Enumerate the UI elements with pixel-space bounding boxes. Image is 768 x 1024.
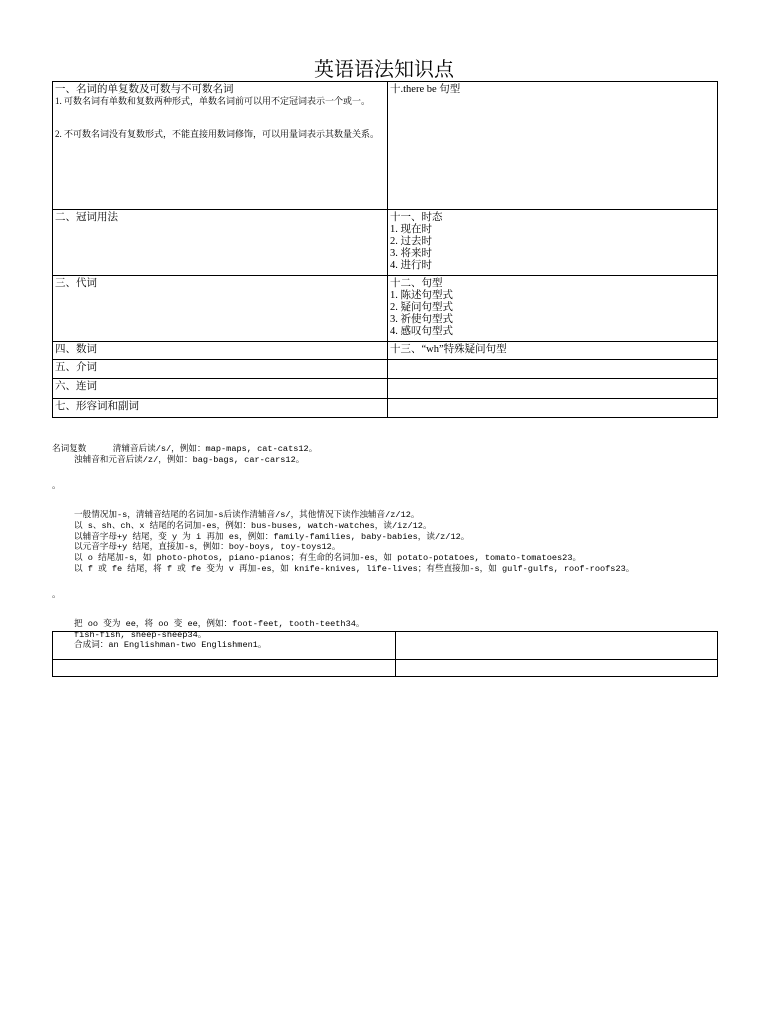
blank-cell bbox=[396, 632, 718, 660]
plural-notes bbox=[52, 444, 732, 651]
list-item: 1. 现在时 bbox=[390, 224, 432, 235]
list-item: 4. 感叹句型式 bbox=[390, 326, 453, 337]
page-title: 英语语法知识点 bbox=[314, 59, 454, 81]
rule-line: fish-fish, sheep-sheep34。 bbox=[74, 629, 207, 640]
section-heading: 十一、时态 bbox=[390, 212, 443, 223]
cell-nouns bbox=[53, 82, 388, 210]
section-mark: 。 bbox=[52, 590, 61, 601]
table-row bbox=[53, 210, 718, 276]
cell-pronouns bbox=[53, 276, 388, 342]
table-row bbox=[53, 82, 718, 210]
blank-cell bbox=[396, 660, 718, 677]
grammar-outline-table bbox=[52, 81, 718, 418]
note-label: 名词复数 bbox=[52, 444, 87, 454]
list-item: 3. 祈使句型式 bbox=[390, 314, 453, 325]
table-row bbox=[53, 399, 718, 418]
list-item: 4. 进行时 bbox=[390, 260, 432, 271]
rule-line: 一般情况加-s，清辅音结尾的名词加-s后读作清辅音/s/，其他情况下读作浊辅音/z/12。 bbox=[74, 510, 420, 521]
table-row bbox=[53, 379, 718, 399]
list-item: 3. 将来时 bbox=[390, 248, 432, 259]
cell-empty bbox=[388, 399, 718, 418]
section-mark: 。 bbox=[52, 481, 61, 492]
cell-wh-questions: 十三、“wh”特殊疑问句型 bbox=[388, 342, 718, 360]
rule-line: 以 s、sh、ch、x 结尾的名词加-es，例如：bus-buses, watch-watches，读/iz/12。 bbox=[74, 520, 432, 531]
tense-list bbox=[390, 224, 715, 272]
rule-line: 合成词：an Englishman-two Englishmen1。 bbox=[74, 640, 267, 651]
section-item: 2. 不可数名词没有复数形式，不能直接用数词修饰，可以用量词表示其数量关系。 bbox=[55, 129, 380, 139]
note-line bbox=[52, 444, 732, 455]
cell-sentence-types bbox=[388, 276, 718, 342]
blank-cell bbox=[53, 660, 396, 677]
section-item: 1. 可数名词有单数和复数两种形式，单数名词前可以用不定冠词表示一个或一。 bbox=[55, 96, 371, 106]
list-item: 1. 陈述句型式 bbox=[390, 290, 453, 301]
blank-cell bbox=[53, 632, 396, 660]
cell-prepositions: 五、介词 bbox=[53, 360, 388, 379]
section-heading: 一、名词的单复数及可数与不可数名词 bbox=[55, 84, 234, 95]
list-item: 2. 过去时 bbox=[390, 236, 432, 247]
rule-line: 以辅音字母+y 结尾，变 y 为 i 再加 es，例如：family-families, baby-babies，读/z/12。 bbox=[74, 531, 470, 542]
section-heading: 十二、句型 bbox=[390, 278, 443, 289]
cell-conjunctions: 六、连词 bbox=[53, 379, 388, 399]
cell-there-be bbox=[388, 82, 718, 210]
cell-articles bbox=[53, 210, 388, 276]
rule-line: 以元音字母+y 结尾，直接加-s，例如：boy-boys, toy-toys12。 bbox=[74, 542, 341, 553]
table-row bbox=[53, 276, 718, 342]
table-row bbox=[53, 360, 718, 379]
table-row bbox=[53, 660, 718, 677]
section-heading: 十.there be 句型 bbox=[390, 84, 461, 95]
section-heading: 二、冠词用法 bbox=[55, 212, 118, 223]
rule-line: 把 oo 变为 ee，将 oo 变 ee，例如：foot-feet, tooth-teeth34。 bbox=[74, 619, 365, 630]
cell-tenses bbox=[388, 210, 718, 276]
sentence-type-list bbox=[390, 290, 715, 338]
table-row bbox=[53, 342, 718, 360]
rule-line: 以 f 或 fe 结尾，将 f 或 fe 变为 v 再加-es，如 knife-knives, life-lives；有些直接加-s，如 gulf-gulfs, roof-roofs23。 bbox=[74, 563, 635, 574]
section-heading: 三、代词 bbox=[55, 278, 97, 289]
cell-adjectives-adverbs: 七、形容词和副词 bbox=[53, 399, 388, 418]
cell-empty bbox=[388, 379, 718, 399]
rule-line: 以 o 结尾加-s，如 photo-photos, piano-pianos；有生命的名词加-es，如 potato-potatoes, tomato-tomatoes23。 bbox=[74, 552, 582, 563]
note-line: 浊辅音和元音后读/z/，例如：bag-bags, car-cars12。 bbox=[74, 454, 305, 465]
note-text: 清辅音后读/s/，例如：map-maps, cat-cats12。 bbox=[112, 444, 318, 454]
list-item: 2. 疑问句型式 bbox=[390, 302, 453, 313]
table-row bbox=[53, 632, 718, 660]
cell-empty bbox=[388, 360, 718, 379]
blank-table bbox=[52, 631, 718, 677]
cell-numerals: 四、数词 bbox=[53, 342, 388, 360]
